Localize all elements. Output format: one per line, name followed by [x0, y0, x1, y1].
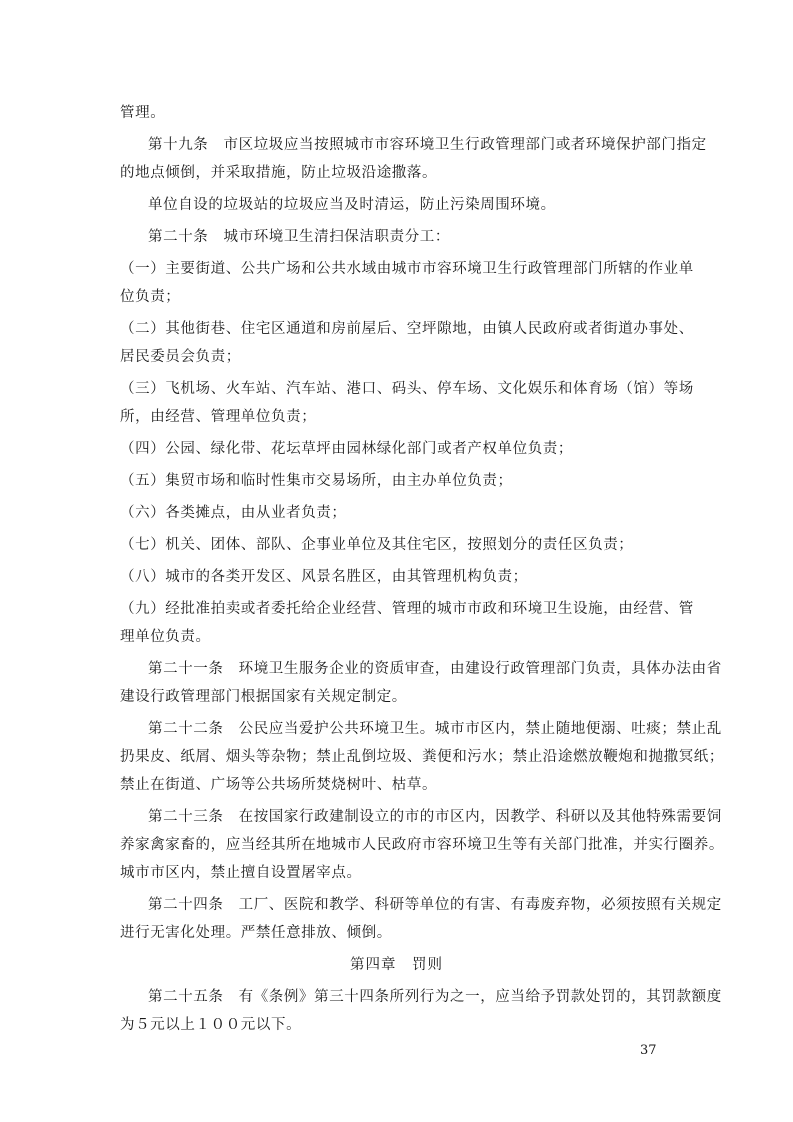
article-23-line-3: 城市市区内，禁止擅自设置屠宰点。 — [120, 865, 362, 881]
article-19-line-1: 第十九条 市区垃圾应当按照城市市容环境卫生行政管理部门或者环境保护部门指定 — [148, 137, 707, 153]
article-24-line-2: 进行无害化处理。严禁任意排放、倾倒。 — [120, 925, 392, 941]
clause-5-line: （五）集贸市场和临时性集市交易场所，由主办单位负责； — [120, 473, 513, 489]
article-21-line-1: 第二十一条 环境卫生服务企业的资质审查，由建设行政管理部门负责，具体办法由省 — [148, 661, 722, 677]
clause-9-line-2: 理单位负责。 — [120, 629, 211, 645]
clause-2-line-2: 居民委员会负责； — [120, 349, 241, 365]
article-22-line-1: 第二十二条 公民应当爱护公共环境卫生。城市市区内，禁止随地便溺、吐痰；禁止乱 — [148, 721, 722, 737]
article-23-line-1: 第二十三条 在按国家行政建制设立的市的市区内，因教学、科研以及其他特殊需要饲 — [148, 809, 722, 825]
article-19-line-2: 的地点倾倒，并采取措施，防止垃圾沿途撒落。 — [120, 165, 438, 181]
page-number: 37 — [640, 1043, 657, 1058]
text-line: 单位自设的垃圾站的垃圾应当及时清运，防止污染周围环境。 — [148, 197, 556, 213]
clause-9-line-1: （九）经批准拍卖或者委托给企业经营、管理的城市市政和环境卫生设施，由经营、管 — [120, 601, 694, 617]
article-25-line-2: 为５元以上１００元以下。 — [120, 1017, 302, 1033]
text-line: 管理。 — [120, 105, 166, 121]
article-25-line-1: 第二十五条 有《条例》第三十四条所列行为之一，应当给予罚款处罚的，其罚款额度 — [148, 989, 722, 1005]
clause-7-line: （七）机关、团体、部队、企事业单位及其住宅区，按照划分的责任区负责； — [120, 537, 634, 553]
clause-3-line-1: （三）飞机场、火车站、汽车站、港口、码头、停车场、文化娱乐和体育场（馆）等场 — [120, 381, 694, 397]
chapter-heading: 第四章 罚则 — [350, 957, 443, 973]
clause-2-line-1: （二）其他街巷、住宅区通道和房前屋后、空坪隙地，由镇人民政府或者街道办事处、 — [120, 321, 694, 337]
clause-4-line: （四）公园、绿化带、花坛草坪由园林绿化部门或者产权单位负责； — [120, 441, 573, 457]
article-23-line-2: 养家禽家畜的，应当经其所在地城市人民政府市容环境卫生等有关部门批准，并实行圈养。 — [120, 837, 724, 853]
clause-1-line-2: 位负责； — [120, 289, 181, 305]
clause-8-line: （八）城市的各类开发区、风景名胜区，由其管理机构负责； — [120, 569, 528, 585]
article-22-line-3: 禁止在街道、广场等公共场所焚烧树叶、枯草。 — [120, 777, 438, 793]
article-20-line: 第二十条 城市环境卫生清扫保洁职责分工： — [148, 229, 450, 245]
article-21-line-2: 建设行政管理部门根据国家有关规定制定。 — [120, 689, 407, 705]
clause-3-line-2: 所，由经营、管理单位负责； — [120, 409, 317, 425]
clause-6-line: （六）各类摊点，由从业者负责； — [120, 505, 347, 521]
article-24-line-1: 第二十四条 工厂、医院和教学、科研等单位的有害、有毒废弃物，必须按照有关规定 — [148, 897, 722, 913]
clause-1-line-1: （一）主要街道、公共广场和公共水域由城市市容环境卫生行政管理部门所辖的作业单 — [120, 261, 694, 277]
article-22-line-2: 扔果皮、纸屑、烟头等杂物；禁止乱倒垃圾、粪便和污水；禁止沿途燃放鞭炮和抛撒冥纸； — [120, 749, 724, 765]
